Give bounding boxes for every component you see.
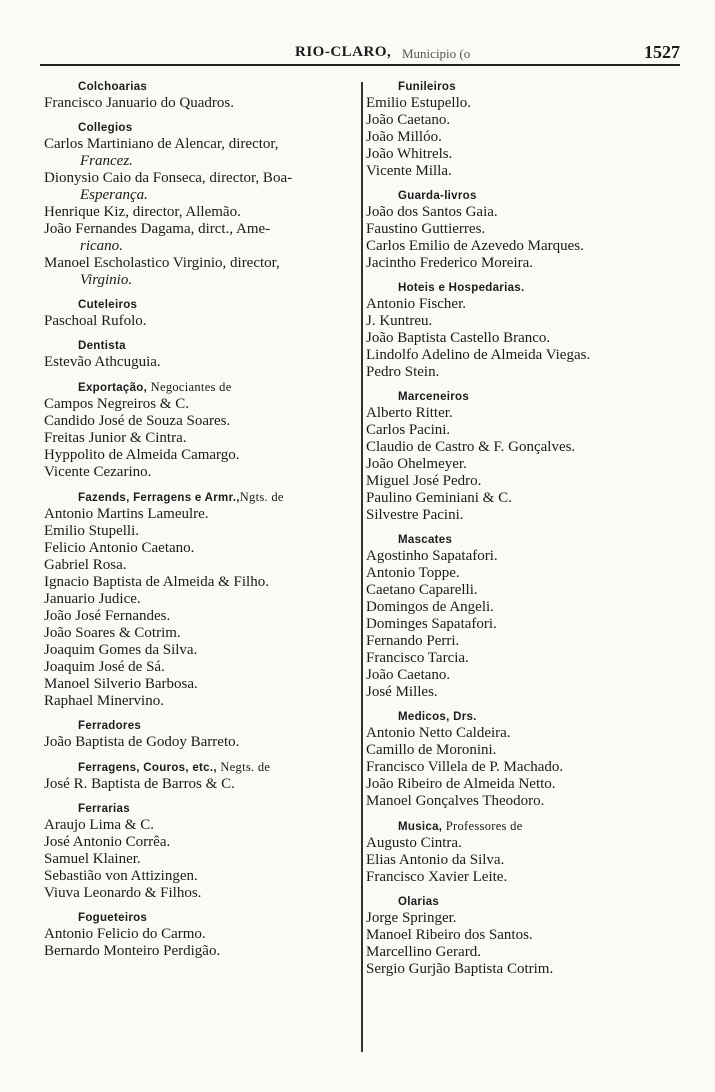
list-item: Dominges Sapatafori.	[366, 616, 497, 632]
section-heading-subtitle: Ngts. de	[239, 490, 284, 504]
section-heading-subtitle: Negts. de	[220, 760, 271, 774]
list-item: Caetano Caparelli.	[366, 582, 478, 598]
column-divider	[361, 82, 363, 1052]
section-heading: Hoteis e Hospedarias.	[398, 282, 525, 294]
list-item: Manoel Escholastico Virginio, director,	[44, 255, 280, 271]
list-item: Emilio Stupelli.	[44, 523, 140, 539]
list-item: Claudio de Castro & F. Gonçalves.	[366, 439, 576, 455]
list-item: Gabriel Rosa.	[44, 557, 127, 573]
list-item: Camillo de Moronini.	[366, 742, 497, 758]
list-item: Januario Judice.	[44, 591, 141, 607]
list-item: Paulino Geminiani & C.	[366, 490, 512, 506]
list-item: Felicio Antonio Caetano.	[44, 540, 195, 556]
list-item: Antonio Felicio do Carmo.	[44, 926, 206, 942]
list-item: Alberto Ritter.	[366, 405, 453, 421]
list-item: Faustino Guttierres.	[366, 221, 486, 237]
list-item: Araujo Lima & C.	[44, 817, 154, 833]
list-item: João Fernandes Dagama, dirct., Ame-	[44, 221, 271, 237]
list-item: Domingos de Angeli.	[366, 599, 494, 615]
list-item: Carlos Pacini.	[366, 422, 451, 438]
section-heading: Olarias	[398, 896, 440, 908]
list-item: João Ribeiro de Almeida Netto.	[366, 776, 556, 792]
section-ferradores	[44, 719, 360, 751]
section-heading: Cuteleiros	[78, 299, 138, 311]
section-collegios	[44, 121, 360, 289]
section-heading: Fogueteiros	[78, 912, 148, 924]
list-item: João Baptista de Godoy Barreto.	[44, 734, 240, 750]
section-hoteis	[366, 281, 682, 381]
section-heading	[44, 380, 360, 396]
list-item: Paschoal Rufolo.	[44, 313, 147, 329]
section-ferrarias	[44, 802, 360, 902]
section-heading-subtitle: Negociantes de	[150, 380, 232, 394]
left-column	[44, 80, 360, 969]
list-item: Carlos Emilio de Azevedo Marques.	[366, 238, 584, 254]
section-heading: Ferradores	[78, 720, 142, 732]
list-item: Vicente Milla.	[366, 163, 452, 179]
section-ferragens	[44, 760, 360, 793]
list-item: Emilio Estupello.	[366, 95, 471, 111]
section-heading-title: Ferragens, Couros, etc.,	[78, 762, 217, 774]
list-item: Manoel Silverio Barbosa.	[44, 676, 198, 692]
list-item: Pedro Stein.	[366, 364, 440, 380]
section-heading-title: Exportação,	[78, 382, 148, 394]
list-item: João Millóo.	[366, 129, 442, 145]
list-item: Bernardo Monteiro Perdigão.	[44, 943, 221, 959]
list-item: Viuva Leonardo & Filhos.	[44, 885, 202, 901]
header-municipality: Municipio (o	[402, 46, 471, 61]
list-item: João dos Santos Gaia.	[366, 204, 498, 220]
list-item: Joaquim José de Sá.	[44, 659, 165, 675]
section-mascates	[366, 533, 682, 701]
section-heading	[44, 760, 360, 776]
list-item: Marcellino Gerard.	[366, 944, 481, 960]
list-item: Ignacio Baptista de Almeida & Filho.	[44, 574, 269, 590]
list-item: Antonio Fischer.	[366, 296, 466, 312]
list-item: João Ohelmeyer.	[366, 456, 467, 472]
list-item: João Whitrels.	[366, 146, 453, 162]
list-item: Lindolfo Adelino de Almeida Viegas.	[366, 347, 591, 363]
list-item: Antonio Toppe.	[366, 565, 460, 581]
section-heading: Marceneiros	[398, 391, 470, 403]
section-colchoarias	[44, 80, 360, 112]
list-item: J. Kuntreu.	[366, 313, 433, 329]
section-heading: Funileiros	[398, 81, 456, 93]
list-item: Francisco Villela de P. Machado.	[366, 759, 564, 775]
list-item: Candido José de Souza Soares.	[44, 413, 231, 429]
section-guarda-livros	[366, 189, 682, 272]
section-heading	[366, 819, 682, 835]
right-column	[366, 80, 682, 987]
page-number: 1527	[644, 42, 680, 62]
list-item: Joaquim Gomes da Silva.	[44, 642, 198, 658]
list-item: Freitas Junior & Cintra.	[44, 430, 187, 446]
section-heading: Dentista	[78, 340, 126, 352]
list-item: Miguel José Pedro.	[366, 473, 482, 489]
list-item: Samuel Klainer.	[44, 851, 141, 867]
list-item-continuation: Esperança.	[80, 187, 148, 203]
list-item: Manoel Gonçalves Theodoro.	[366, 793, 545, 809]
section-musica	[366, 819, 682, 886]
list-item: Dionysio Caio da Fonseca, director, Boa-	[44, 170, 293, 186]
section-olarias	[366, 895, 682, 978]
section-heading: Guarda-livros	[398, 190, 477, 202]
list-item: Sergio Gurjão Baptista Cotrim.	[366, 961, 554, 977]
list-item-continuation: Virginio.	[80, 272, 133, 288]
list-item: João Soares & Cotrim.	[44, 625, 181, 641]
page-header	[40, 40, 680, 66]
list-item: Francisco Tarcia.	[366, 650, 469, 666]
list-item: Fernando Perri.	[366, 633, 460, 649]
list-item: Antonio Netto Caldeira.	[366, 725, 511, 741]
section-fogueteiros	[44, 911, 360, 960]
section-heading: Colchoarias	[78, 81, 148, 93]
header-place: RIO-CLARO,	[295, 44, 392, 60]
list-item: Francisco Xavier Leite.	[366, 869, 508, 885]
list-item: José Milles.	[366, 684, 438, 700]
list-item: Henrique Kiz, director, Allemão.	[44, 204, 241, 220]
section-heading: Ferrarias	[78, 803, 130, 815]
section-heading: Medicos, Drs.	[398, 711, 477, 723]
list-item: José Antonio Corrêa.	[44, 834, 171, 850]
list-item: Raphael Minervino.	[44, 693, 164, 709]
section-cuteleiros	[44, 298, 360, 330]
list-item: Manoel Ribeiro dos Santos.	[366, 927, 533, 943]
section-heading: Mascates	[398, 534, 453, 546]
section-marceneiros	[366, 390, 682, 524]
section-heading-title: Musica,	[398, 821, 443, 833]
list-item: Antonio Martins Lameulre.	[44, 506, 209, 522]
list-item: Agostinho Sapatafori.	[366, 548, 498, 564]
list-item: Augusto Cintra.	[366, 835, 462, 851]
section-exportacao	[44, 380, 360, 481]
list-item: Francisco Januario do Quadros.	[44, 95, 234, 111]
section-heading: Collegios	[78, 122, 133, 134]
section-dentista	[44, 339, 360, 371]
section-heading-title: Fazends, Ferragens e Armr.,	[78, 492, 240, 504]
list-item-continuation: ricano.	[80, 238, 123, 254]
list-item-continuation: Francez.	[80, 153, 133, 169]
list-item: Campos Negreiros & C.	[44, 396, 189, 412]
section-medicos	[366, 710, 682, 810]
list-item: Vicente Cezarino.	[44, 464, 152, 480]
list-item: João Caetano.	[366, 667, 451, 683]
section-heading	[44, 490, 360, 506]
section-heading-subtitle: Professores de	[445, 819, 523, 833]
list-item: Carlos Martiniano de Alencar, director,	[44, 136, 279, 152]
list-item: Elias Antonio da Silva.	[366, 852, 505, 868]
list-item: Jorge Springer.	[366, 910, 457, 926]
list-item: Estevão Athcuguia.	[44, 354, 161, 370]
list-item: José R. Baptista de Barros & C.	[44, 776, 235, 792]
list-item: Jacintho Frederico Moreira.	[366, 255, 534, 271]
section-fazendas	[44, 490, 360, 710]
list-item: João José Fernandes.	[44, 608, 171, 624]
list-item: João Caetano.	[366, 112, 451, 128]
section-funileiros	[366, 80, 682, 180]
list-item: Silvestre Pacini.	[366, 507, 464, 523]
list-item: Hyppolito de Almeida Camargo.	[44, 447, 240, 463]
list-item: Sebastião von Attizingen.	[44, 868, 198, 884]
list-item: João Baptista Castello Branco.	[366, 330, 551, 346]
